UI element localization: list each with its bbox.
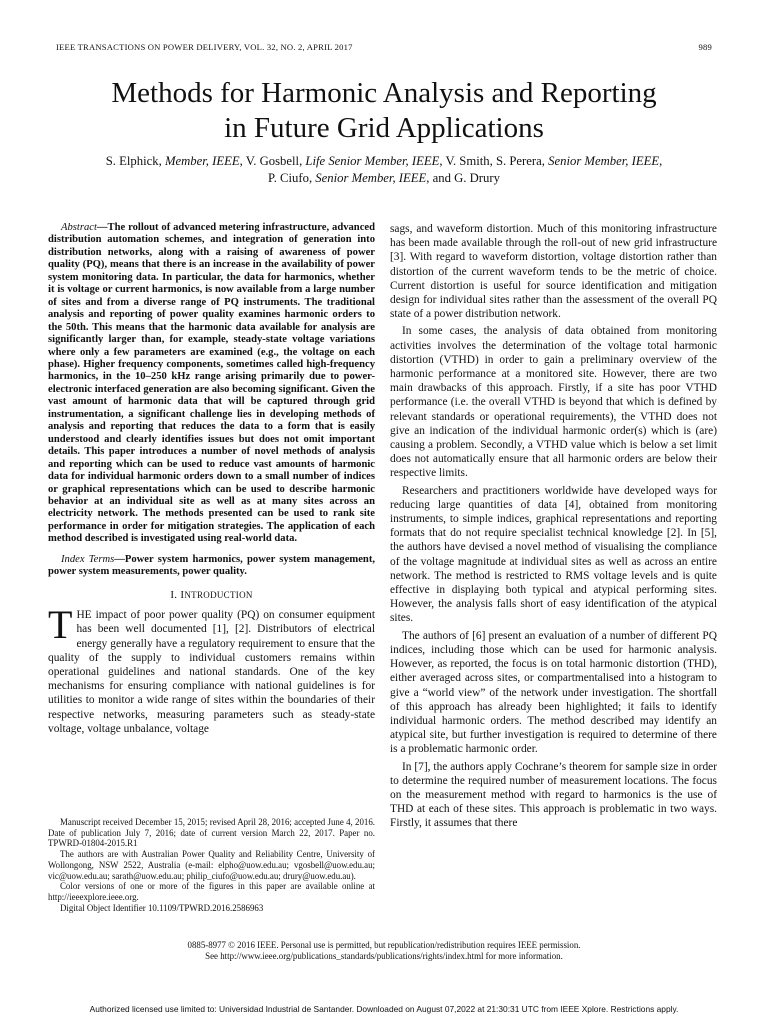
intro-paragraph [48,602,375,736]
footnote-affiliation: The authors are with Australian Power Quality and Reliability Centre, University of Wollongong, NSW 2522, Australia (e-mail: elpho@uow.edu.au; vgosbell@uow.edu.au; vic@uow.edu.au; sarath@uow.edu.au; philip_ciufo@uow.edu.au; drury@uow.edu.au). [48,849,375,881]
author-list [40,153,728,187]
abstract-label: Abstract [61,222,97,233]
copyright-line-2: See http://www.ieee.org/publications_standards/publications/rights/index.html for more information. [205,951,563,961]
author-role: Senior Member, IEEE [548,154,660,168]
author-name: , V. Gosbell, [239,154,306,168]
footnote-manuscript: Manuscript received December 15, 2015; revised April 28, 2016; accepted June 4, 2016. Date of publication July 7, 2016; date of current version March 22, 2017. Paper no. TPWRD-01804-2015.R1 [48,817,375,849]
footnote-color: Color versions of one or more of the figures in this paper are available online at http://ieeexplore.ieee.org. [48,881,375,902]
body-paragraph: The authors of [6] present an evaluation of a number of different PQ indices, including those which can be used for harmonic analysis. However, as reported, the focus is on total harmonic distortion (THD), either averaged across sites, or compartmentalised into a histogram to give a “world view” of the network under investigation. The shortfall of this approach has already been highlighted; it fails to identify individual harmonic orders. The method described may identify an atypical site, but further investigation is required to determine of there is a problematic harmonic order. [390,629,717,756]
body-paragraph: sags, and waveform distortion. Much of this monitoring infrastructure has been made available through the roll-out of new grid infrastructure [3]. With regard to waveform distortion, voltage distortion rather than distortion of the current waveform tends to be the metric of choice. Current distortion is useful for source identification and mitigation design for individual sites rather than the assessment of the overall PQ state of a power distribution network. [390,223,717,321]
license-notice: Authorized licensed use limited to: Universidad Industrial de Santander. Downloaded on August 07,2022 at 21:30:31 UTC from IEEE Xplore. Restrictions apply. [89,1004,679,1014]
title-line-1: Methods for Harmonic Analysis and Reporting [111,77,657,109]
author-role: Member, IEEE [164,154,240,168]
body-paragraph: Researchers and practitioners worldwide have developed ways for reducing large quantities of data [4], obtained from monitoring instruments, to simple indices, graphical representations and reporting formats that do not require specialist technical knowledge [2]. In [5], the authors have devised a novel method of visualising the compliance of the voltage magnitude at individual sites as well as across an entire network. The method is restricted to RMS voltage levels and is quite effective in displaying both typical and atypical performing sites. However, the analysis falls short of easy identification of the atypical sites. [390,484,717,625]
author-role: Life Senior Member, IEEE [305,154,440,168]
right-column [390,222,717,834]
footnote-doi: Digital Object Identifier 10.1109/TPWRD.2016.2586963 [60,902,264,913]
abstract-text: —The rollout of advanced metering infrastructure, advanced distribution automation schemes, and integration of generation into distribution networks, along with a raising of awareness of power quality (PQ), means that there is an increase in the availability of power system monitoring data. In particular, the data for harmonics, whether it is voltage or current harmonics, is now available from a large number of sites and from a diverse range of PQ instruments. The traditional analysis and reporting of power quality examines harmonic orders to the 50th. This means that the harmonic data available for analysis are significantly larger than, for example, steady-state voltage variations where only a few parameters are examined (e.g., the voltage on each phase). Higher frequency components, sometimes called high-frequency harmonics, in the 10–250 kHz range arising primarily due to power-electronic interfaced generation are also becoming significant. Given the vast amount of harmonic data that will be captured through grid instrumentation, a significant challenge lies in developing methods of analysis and reporting that reduces the data to a form that is easily understood and clearly identifies issues but does not omit important details. This paper introduces a number of novel methods of analysis and reporting which can be used to reduce vast amounts of harmonic data for individual harmonic orders down to a small number of indices or graphical representations which can be used to describe harmonic behavior at an individual site as well as at many sites across an electricity network. The methods presented can be used to rank site performance in order for mitigation strategies. The application of each method described is investigated using real-world data. [48,222,375,545]
paper-title [40,76,728,146]
author-name: , and G. Drury [426,171,500,185]
drop-cap: T [48,602,73,648]
author-name: , V. Smith, S. Perera, [439,154,549,168]
page-number: 989 [698,42,712,52]
index-terms-text: —Power system harmonics, power system management, power system measurements, power quality. [48,553,376,578]
copyright-notice [40,940,728,962]
author-sep: , [659,154,663,168]
author-name: P. Ciufo, [268,171,316,185]
left-column [48,222,375,736]
intro-text: HE impact of poor power quality (PQ) on consumer equipment has been well documented [1], [2]. Distributors of electrical energy generally have a regulatory requirement to ensure that the quality of the supply to individual customers remains within operational guidelines and national standards. One of the key mechanisms for ensuring compliance with national guidelines is for utilities to monitor a wide range of sites within the boundaries of their respective networks, measuring parameters such as steady-state voltage, voltage unbalance, voltage [48,609,375,735]
body-paragraph: In some cases, the analysis of data obtained from monitoring activities involves the determination of the voltage total harmonic distortion (VTHD) in order to gain a preliminary overview of the harmonic performance at a monitored site. However, there are two main drawbacks of this approach. Firstly, if a site has poor VTHD performance (i.e. the overall VTHD is beyond that which is defined by relevant standards or operational requirements), the VTHD does not give an indication of the individual harmonic order(s) which is (are) causing a problem. Secondly, a VTHD value which is below a set limit does not automatically ensure that all harmonic orders are below their respective limits. [390,325,717,480]
abstract [48,222,375,546]
body-paragraph: In [7], the authors apply Cochrane’s theorem for sample size in order to determine the required number of measurement locations. The focus on the measurement method with regard to harmonics is the use of THD at each of these sites. This approach is problematic in two ways. Firstly, it assumes that there [390,760,717,830]
journal-info: IEEE TRANSACTIONS ON POWER DELIVERY, VOL. 32, NO. 2, APRIL 2017 [56,42,353,52]
authors-line-2 [40,170,728,187]
index-terms-label: Index Terms [61,553,115,565]
title-line-2: in Future Grid Applications [224,112,544,144]
authors-line-1 [40,153,728,170]
running-header [56,42,712,52]
author-name: S. Elphick, [105,154,165,168]
author-role: Senior Member, IEEE [315,171,427,185]
index-terms [48,554,375,579]
copyright-line-1: 0885-8977 © 2016 IEEE. Personal use is permitted, but republication/redistribution requires IEEE permission. [187,940,581,950]
section-heading-introduction: I. INTRODUCTION [170,588,253,601]
first-page-footnotes [48,817,375,913]
